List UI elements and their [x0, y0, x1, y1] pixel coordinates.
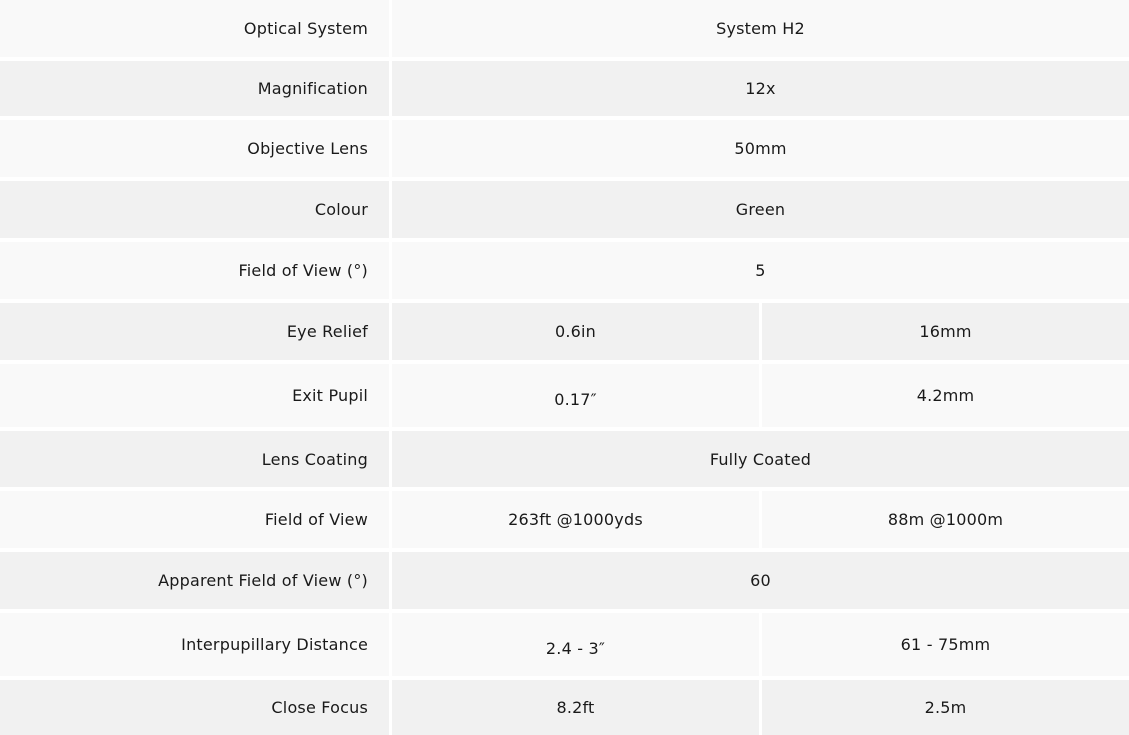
spec-row-exit-pupil	[0, 364, 1129, 427]
spec-label: Apparent Field of View (°)	[0, 552, 389, 609]
spec-label: Objective Lens	[0, 120, 389, 177]
spec-label: Field of View	[0, 491, 389, 548]
spec-label: Close Focus	[0, 680, 389, 735]
spec-row-colour	[0, 181, 1129, 238]
spec-value-imperial: 263ft @1000yds	[392, 491, 759, 548]
spec-row-apparent-field-of-view	[0, 552, 1129, 609]
spec-label: Colour	[0, 181, 389, 238]
spec-row-close-focus	[0, 680, 1129, 735]
spec-value: 60	[392, 552, 1129, 609]
spec-label: Magnification	[0, 61, 389, 116]
spec-row-magnification	[0, 61, 1129, 116]
spec-row-optical-system	[0, 0, 1129, 57]
spec-row-interpupillary-distance	[0, 613, 1129, 676]
spec-row-field-of-view	[0, 491, 1129, 548]
spec-label: Lens Coating	[0, 431, 389, 487]
spec-value: 12x	[392, 61, 1129, 116]
spec-row-lens-coating	[0, 431, 1129, 487]
spec-value-metric: 16mm	[762, 303, 1129, 360]
spec-label: Exit Pupil	[0, 364, 389, 427]
spec-value-imperial: 0.17″	[392, 364, 759, 427]
spec-value-metric: 2.5m	[762, 680, 1129, 735]
spec-value: Green	[392, 181, 1129, 238]
spec-row-field-of-view-degrees	[0, 242, 1129, 299]
spec-label: Optical System	[0, 0, 389, 57]
spec-label: Interpupillary Distance	[0, 613, 389, 676]
spec-value-imperial: 0.6in	[392, 303, 759, 360]
spec-value-metric: 61 - 75mm	[762, 613, 1129, 676]
spec-value: 50mm	[392, 120, 1129, 177]
spec-row-objective-lens	[0, 120, 1129, 177]
spec-value: 5	[392, 242, 1129, 299]
spec-value: Fully Coated	[392, 431, 1129, 487]
spec-value-metric: 88m @1000m	[762, 491, 1129, 548]
spec-label: Field of View (°)	[0, 242, 389, 299]
spec-label: Eye Relief	[0, 303, 389, 360]
spec-value-imperial: 2.4 - 3″	[392, 613, 759, 676]
spec-row-eye-relief	[0, 303, 1129, 360]
spec-value: System H2	[392, 0, 1129, 57]
spec-value-imperial: 8.2ft	[392, 680, 759, 735]
spec-value-metric: 4.2mm	[762, 364, 1129, 427]
